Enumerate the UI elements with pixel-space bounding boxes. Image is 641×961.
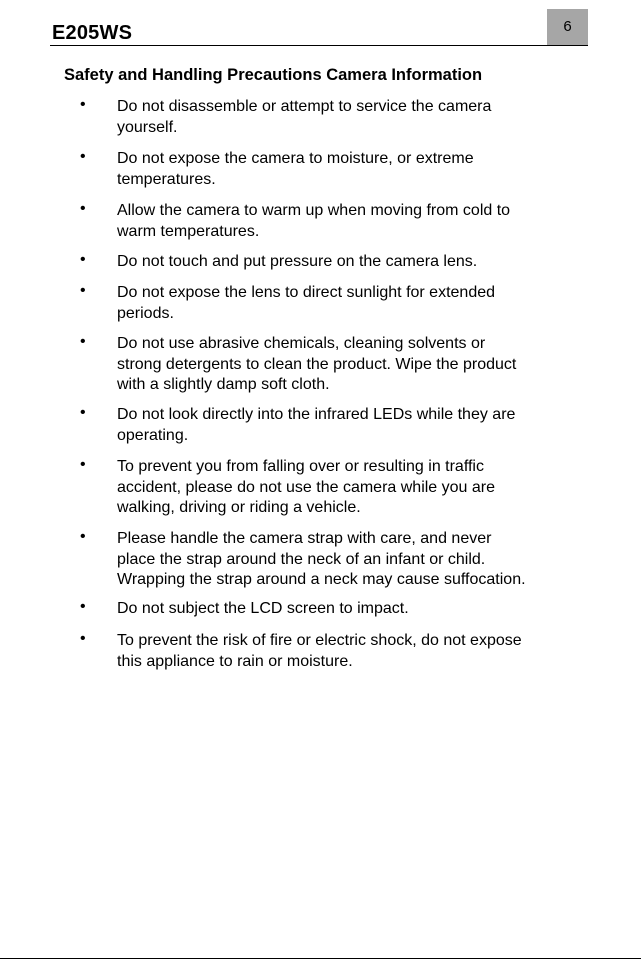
bullet-icon: • [80,96,86,113]
bullet-icon: • [80,598,86,615]
footer-divider [0,958,641,959]
precaution-text: Do not look directly into the infrared LEDs while they are operating. [117,406,516,444]
bullet-icon: • [80,404,86,421]
precaution-text: Do not use abrasive chemicals, cleaning solvents or strong detergents to clean the product. Wipe the product with a slightly damp soft cloth. [117,335,517,393]
precaution-text: Please handle the camera strap with care, and never place the strap around the neck of an infant or child. Wrapping the strap around a neck may cause suffocation. [117,530,526,588]
bullet-icon: • [80,528,86,545]
page-number: 6 [547,9,588,45]
precaution-text: Do not subject the LCD screen to impact. [117,600,409,617]
precaution-text: To prevent the risk of fire or electric shock, do not expose this appliance to rain or moisture. [117,632,522,670]
bullet-icon: • [80,630,86,647]
precaution-text: Do not expose the lens to direct sunlight for extended periods. [117,284,496,322]
document-model-title: E205WS [52,22,133,44]
bullet-icon: • [80,148,86,165]
precaution-text: Allow the camera to warm up when moving from cold to warm temperatures. [117,202,511,240]
precaution-text: Do not expose the camera to moisture, or extreme temperatures. [117,150,474,188]
bullet-icon: • [80,456,86,473]
bullet-icon: • [80,200,86,217]
precaution-text: Do not disassemble or attempt to service the camera yourself. [117,98,492,136]
bullet-icon: • [80,333,86,350]
page-header [50,0,588,46]
bullet-icon: • [80,282,86,299]
header-divider [50,45,588,46]
section-title: Safety and Handling Precautions Camera Information [64,66,483,84]
precaution-text: To prevent you from falling over or resulting in traffic accident, please do not use the camera while you are walking, driving or riding a vehicle. [117,458,496,516]
precaution-text: Do not touch and put pressure on the camera lens. [117,253,478,270]
bullet-icon: • [80,251,86,268]
